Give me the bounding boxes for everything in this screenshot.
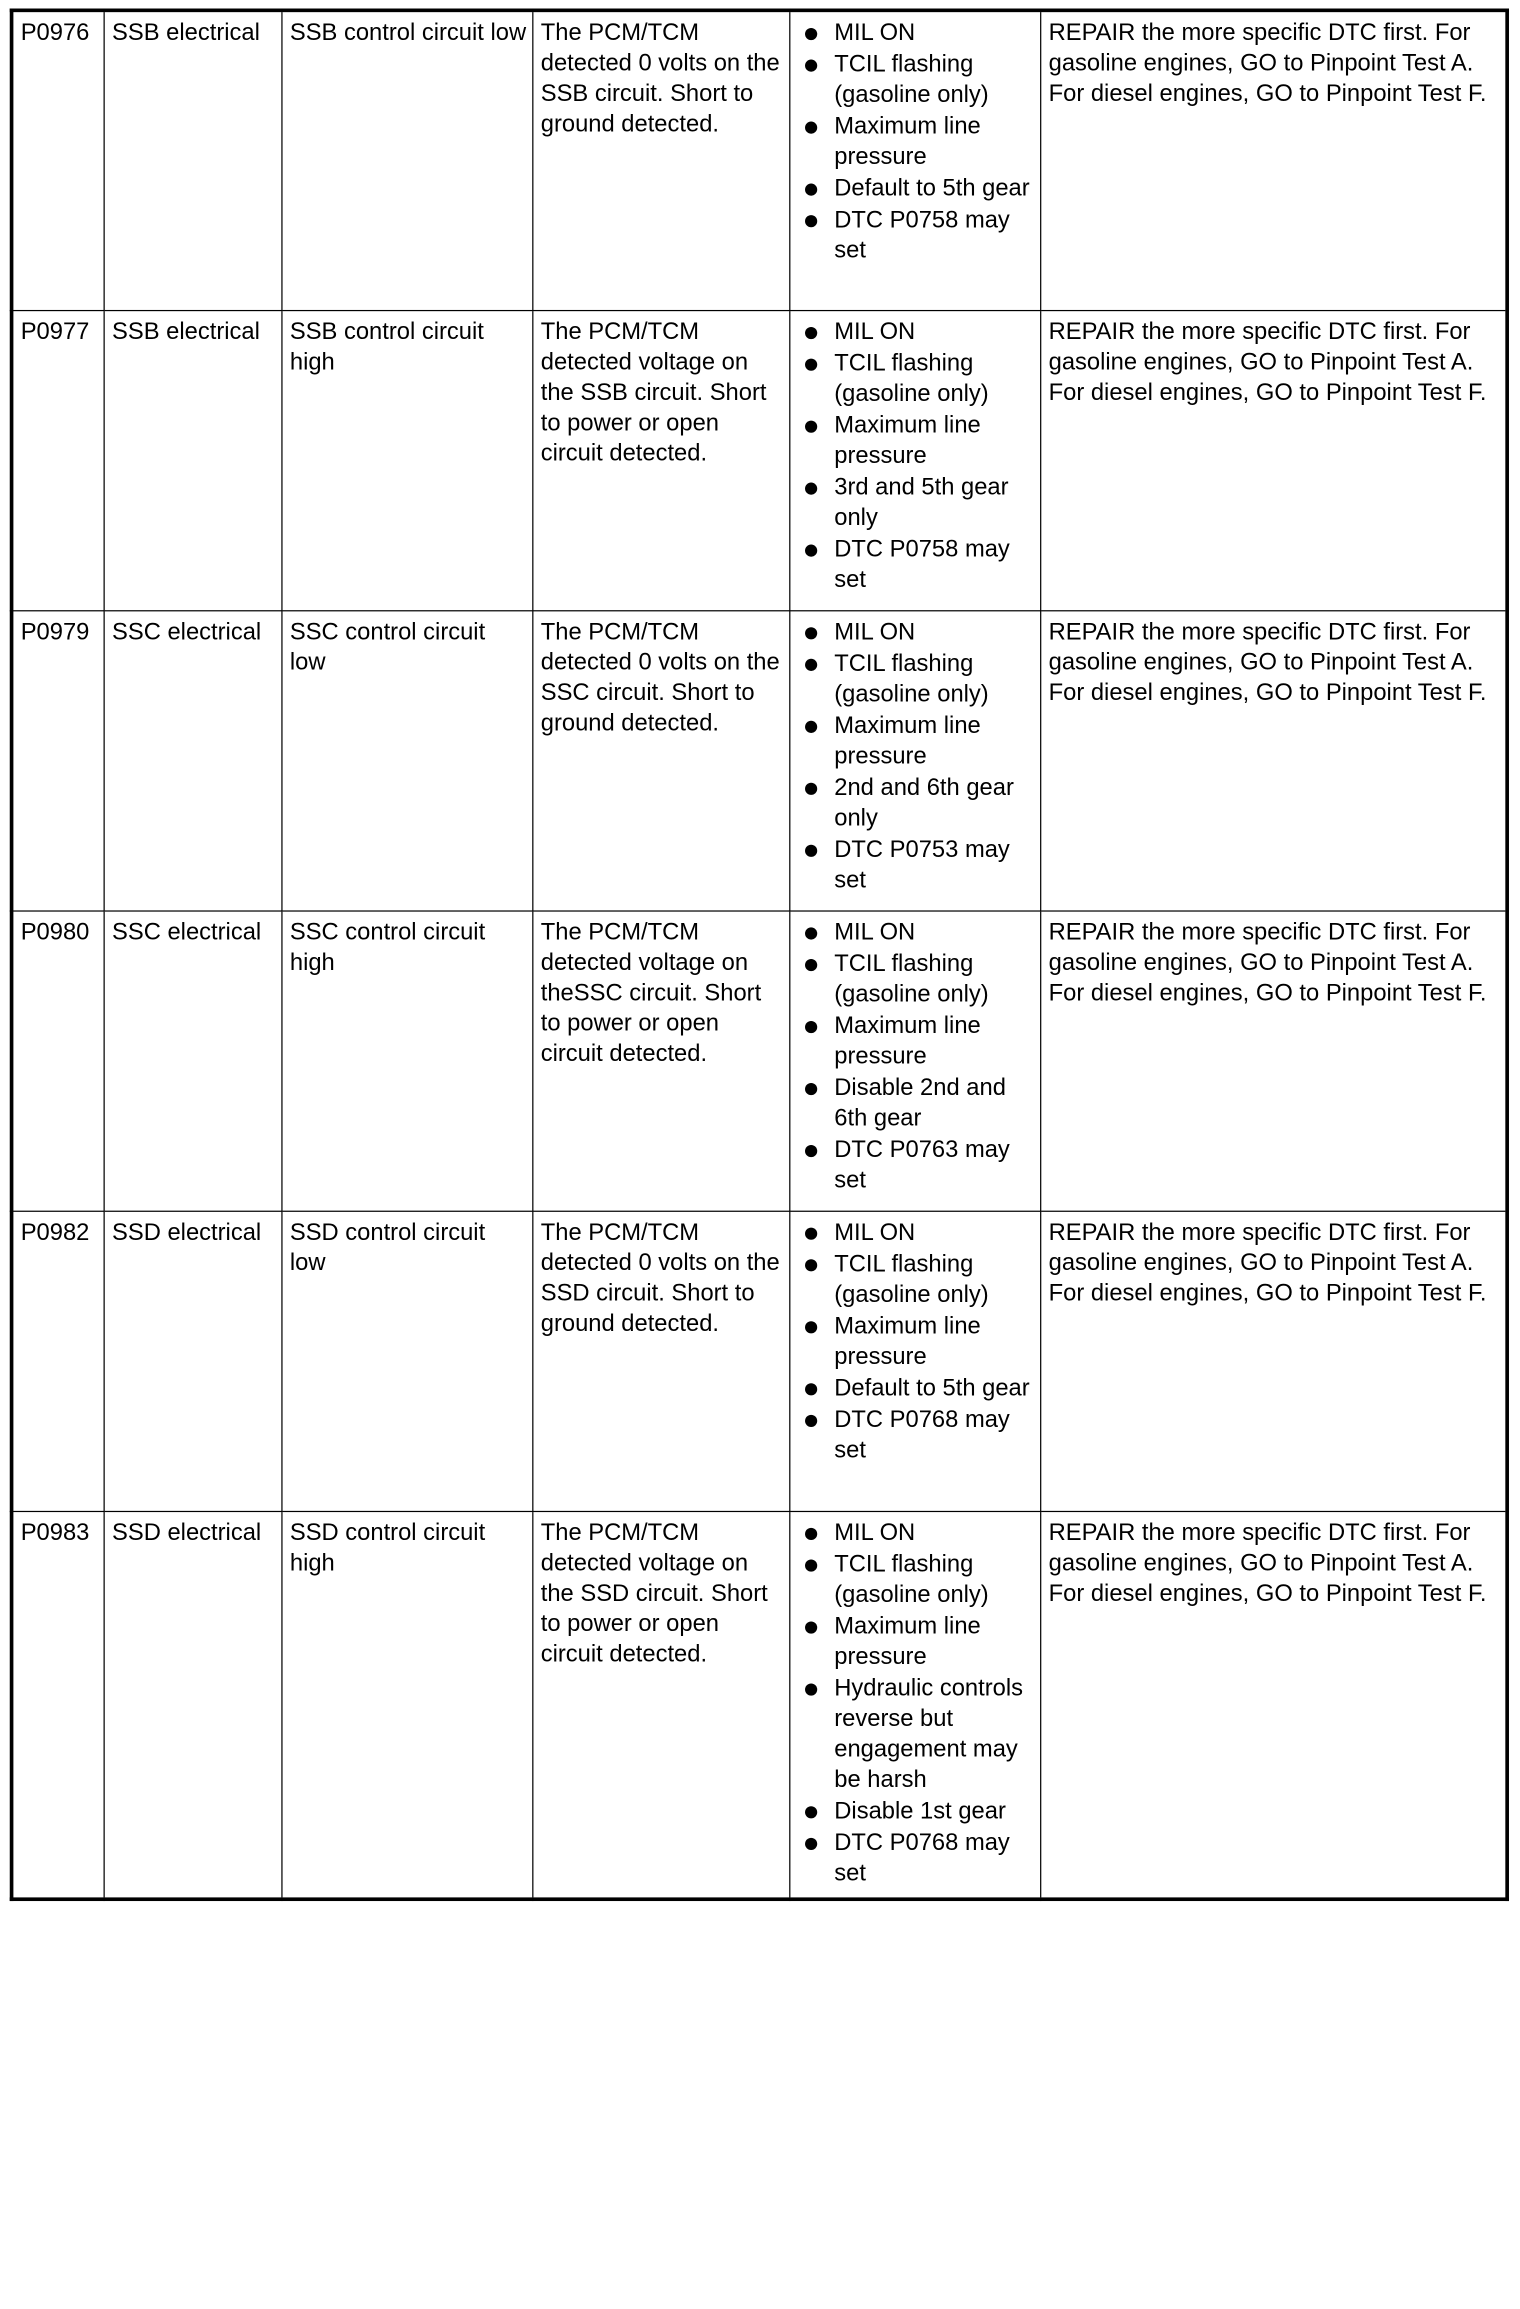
dtc-code-cell: P0976 <box>12 10 105 310</box>
symptom-text: TCIL flashing (gasoline only) <box>834 650 989 708</box>
symptom-item <box>798 1073 1034 1134</box>
bullet-icon <box>805 1321 817 1333</box>
bullet-icon <box>805 1228 817 1240</box>
bullet-icon <box>805 1021 817 1033</box>
symptom-text: DTC P0768 may set <box>834 1829 1010 1887</box>
symptom-item <box>798 773 1034 834</box>
symptom-list <box>798 317 1034 595</box>
symptom-item <box>798 535 1034 596</box>
symptom-item <box>798 112 1034 173</box>
description-cell: SSD control circuit low <box>282 1211 533 1511</box>
symptom-item <box>798 1218 1034 1248</box>
symptom-text: Maximum line pressure <box>834 1612 981 1671</box>
description-cell: SSD control circuit high <box>282 1511 533 1899</box>
symptom-list <box>798 1218 1034 1466</box>
symptoms-cell <box>790 10 1041 310</box>
symptom-text: TCIL flashing (gasoline only) <box>834 350 989 408</box>
dtc-code-cell: P0979 <box>12 611 105 911</box>
symptoms-cell <box>790 1211 1041 1511</box>
bullet-icon <box>805 927 817 939</box>
dtc-code-cell: P0980 <box>12 911 105 1211</box>
symptom-text: DTC P0763 may set <box>834 1136 1010 1194</box>
table-row <box>12 10 1508 310</box>
component-cell: SSC electrical <box>104 911 282 1211</box>
description-cell: SSB control circuit low <box>282 10 533 310</box>
symptom-item <box>798 205 1034 266</box>
table-row <box>12 1211 1508 1511</box>
symptom-item <box>798 349 1034 410</box>
bullet-icon <box>805 327 817 339</box>
dtc-code-cell: P0983 <box>12 1511 105 1899</box>
action-cell: REPAIR the more specific DTC first. For gasoline engines, GO to Pinpoint Test A. For diesel engines, GO to Pinpoint Test F. <box>1041 911 1507 1211</box>
bullet-icon <box>805 1806 817 1818</box>
bullet-icon <box>805 845 817 857</box>
symptom-list <box>798 617 1034 895</box>
symptom-text: Maximum line pressure <box>834 113 981 171</box>
symptom-text: Maximum line pressure <box>834 1012 981 1070</box>
bullet-icon <box>805 627 817 639</box>
symptom-text: TCIL flashing (gasoline only) <box>834 51 989 109</box>
symptom-item <box>798 1250 1034 1311</box>
symptom-list <box>798 1518 1034 1889</box>
bullet-icon <box>805 1683 817 1695</box>
action-cell: REPAIR the more specific DTC first. For gasoline engines, GO to Pinpoint Test A. For diesel engines, GO to Pinpoint Test F. <box>1041 1511 1507 1899</box>
symptom-item <box>798 1828 1034 1889</box>
symptom-text: Default to 5th gear <box>834 1374 1030 1402</box>
symptom-item <box>798 1797 1034 1827</box>
symptom-item <box>798 473 1034 534</box>
description-cell: SSB control circuit high <box>282 311 533 611</box>
bullet-icon <box>805 959 817 971</box>
symptom-item <box>798 835 1034 896</box>
condition-cell: The PCM/TCM detected 0 volts on the SSB circuit. Short to ground detected. <box>533 10 790 310</box>
bullet-icon <box>805 1083 817 1095</box>
symptom-text: Maximum line pressure <box>834 712 981 770</box>
symptom-text: DTC P0758 may set <box>834 536 1010 594</box>
symptom-item <box>798 411 1034 472</box>
symptom-text: DTC P0758 may set <box>834 206 1010 264</box>
bullet-icon <box>805 1145 817 1157</box>
action-cell: REPAIR the more specific DTC first. For gasoline engines, GO to Pinpoint Test A. For diesel engines, GO to Pinpoint Test F. <box>1041 311 1507 611</box>
action-cell: REPAIR the more specific DTC first. For gasoline engines, GO to Pinpoint Test A. For diesel engines, GO to Pinpoint Test F. <box>1041 1211 1507 1511</box>
bullet-icon <box>805 483 817 495</box>
symptom-text: DTC P0753 may set <box>834 836 1010 894</box>
symptom-item <box>798 50 1034 111</box>
table-row <box>12 611 1508 911</box>
symptom-list <box>798 18 1034 266</box>
symptom-item <box>798 1374 1034 1404</box>
symptom-text: TCIL flashing (gasoline only) <box>834 1250 989 1308</box>
bullet-icon <box>805 783 817 795</box>
symptom-text: Disable 1st gear <box>834 1797 1006 1825</box>
symptom-item <box>798 1518 1034 1548</box>
symptom-text: MIL ON <box>834 1219 916 1246</box>
description-cell: SSC control circuit high <box>282 911 533 1211</box>
bullet-icon <box>805 28 817 40</box>
bullet-icon <box>805 659 817 671</box>
symptom-text: 3rd and 5th gear only <box>834 474 1009 532</box>
symptom-text: Default to 5th gear <box>834 175 1030 202</box>
condition-cell: The PCM/TCM detected voltage on the SSD circuit. Short to power or open circuit detected. <box>533 1511 790 1899</box>
table-row <box>12 1511 1508 1899</box>
dtc-code-cell: P0977 <box>12 311 105 611</box>
component-cell: SSD electrical <box>104 1211 282 1511</box>
symptom-item <box>798 949 1034 1010</box>
bullet-icon <box>805 1528 817 1540</box>
symptom-text: Maximum line pressure <box>834 412 981 470</box>
symptoms-cell <box>790 911 1041 1211</box>
condition-cell: The PCM/TCM detected 0 volts on the SSD circuit. Short to ground detected. <box>533 1211 790 1511</box>
table-row <box>12 311 1508 611</box>
symptom-item <box>798 617 1034 647</box>
component-cell: SSD electrical <box>104 1511 282 1899</box>
symptom-item <box>798 1011 1034 1072</box>
dtc-code-cell: P0982 <box>12 1211 105 1511</box>
symptom-text: MIL ON <box>834 618 916 646</box>
bullet-icon <box>805 721 817 733</box>
symptom-text: Hydraulic controls reverse but engagement may be harsh <box>834 1674 1024 1793</box>
bullet-icon <box>805 1838 817 1850</box>
symptom-text: TCIL flashing (gasoline only) <box>834 1550 989 1609</box>
symptom-item <box>798 918 1034 948</box>
bullet-icon <box>805 1383 817 1395</box>
dtc-table-body <box>12 10 1508 1899</box>
bullet-icon <box>805 1415 817 1427</box>
symptom-text: Disable 2nd and 6th gear <box>834 1074 1006 1132</box>
symptom-text: MIL ON <box>834 318 916 346</box>
symptoms-cell <box>790 611 1041 911</box>
bullet-icon <box>805 215 817 227</box>
action-cell: REPAIR the more specific DTC first. For gasoline engines, GO to Pinpoint Test A. For diesel engines, GO to Pinpoint Test F. <box>1041 10 1507 310</box>
symptom-list <box>798 918 1034 1196</box>
bullet-icon <box>805 1559 817 1571</box>
symptom-item <box>798 317 1034 347</box>
symptom-item <box>798 174 1034 204</box>
component-cell: SSB electrical <box>104 10 282 310</box>
symptom-text: DTC P0768 may set <box>834 1406 1010 1464</box>
symptom-item <box>798 711 1034 772</box>
bullet-icon <box>805 545 817 557</box>
symptom-text: Maximum line pressure <box>834 1312 981 1370</box>
symptom-item <box>798 18 1034 48</box>
symptom-text: TCIL flashing (gasoline only) <box>834 950 989 1008</box>
component-cell: SSC electrical <box>104 611 282 911</box>
bullet-icon <box>805 421 817 433</box>
condition-cell: The PCM/TCM detected voltage on theSSC circuit. Short to power or open circuit detected. <box>533 911 790 1211</box>
symptom-item <box>798 1674 1034 1796</box>
bullet-icon <box>805 1621 817 1633</box>
bullet-icon <box>805 184 817 196</box>
symptom-text: 2nd and 6th gear only <box>834 774 1014 832</box>
condition-cell: The PCM/TCM detected 0 volts on the SSC circuit. Short to ground detected. <box>533 611 790 911</box>
component-cell: SSB electrical <box>104 311 282 611</box>
symptom-item <box>798 1135 1034 1196</box>
symptom-text: MIL ON <box>834 1519 916 1547</box>
symptom-item <box>798 649 1034 710</box>
symptom-item <box>798 1405 1034 1466</box>
symptom-item <box>798 1612 1034 1673</box>
symptom-item <box>798 1312 1034 1373</box>
bullet-icon <box>805 1259 817 1271</box>
table-row <box>12 911 1508 1211</box>
description-cell: SSC control circuit low <box>282 611 533 911</box>
dtc-table <box>10 9 1509 1902</box>
symptom-text: MIL ON <box>834 19 916 47</box>
symptom-item <box>798 1550 1034 1611</box>
bullet-icon <box>805 122 817 134</box>
symptoms-cell <box>790 1511 1041 1899</box>
symptoms-cell <box>790 311 1041 611</box>
action-cell: REPAIR the more specific DTC first. For gasoline engines, GO to Pinpoint Test A. For diesel engines, GO to Pinpoint Test F. <box>1041 611 1507 911</box>
condition-cell: The PCM/TCM detected voltage on the SSB circuit. Short to power or open circuit detected. <box>533 311 790 611</box>
symptom-text: MIL ON <box>834 918 916 946</box>
bullet-icon <box>805 60 817 72</box>
bullet-icon <box>805 359 817 371</box>
